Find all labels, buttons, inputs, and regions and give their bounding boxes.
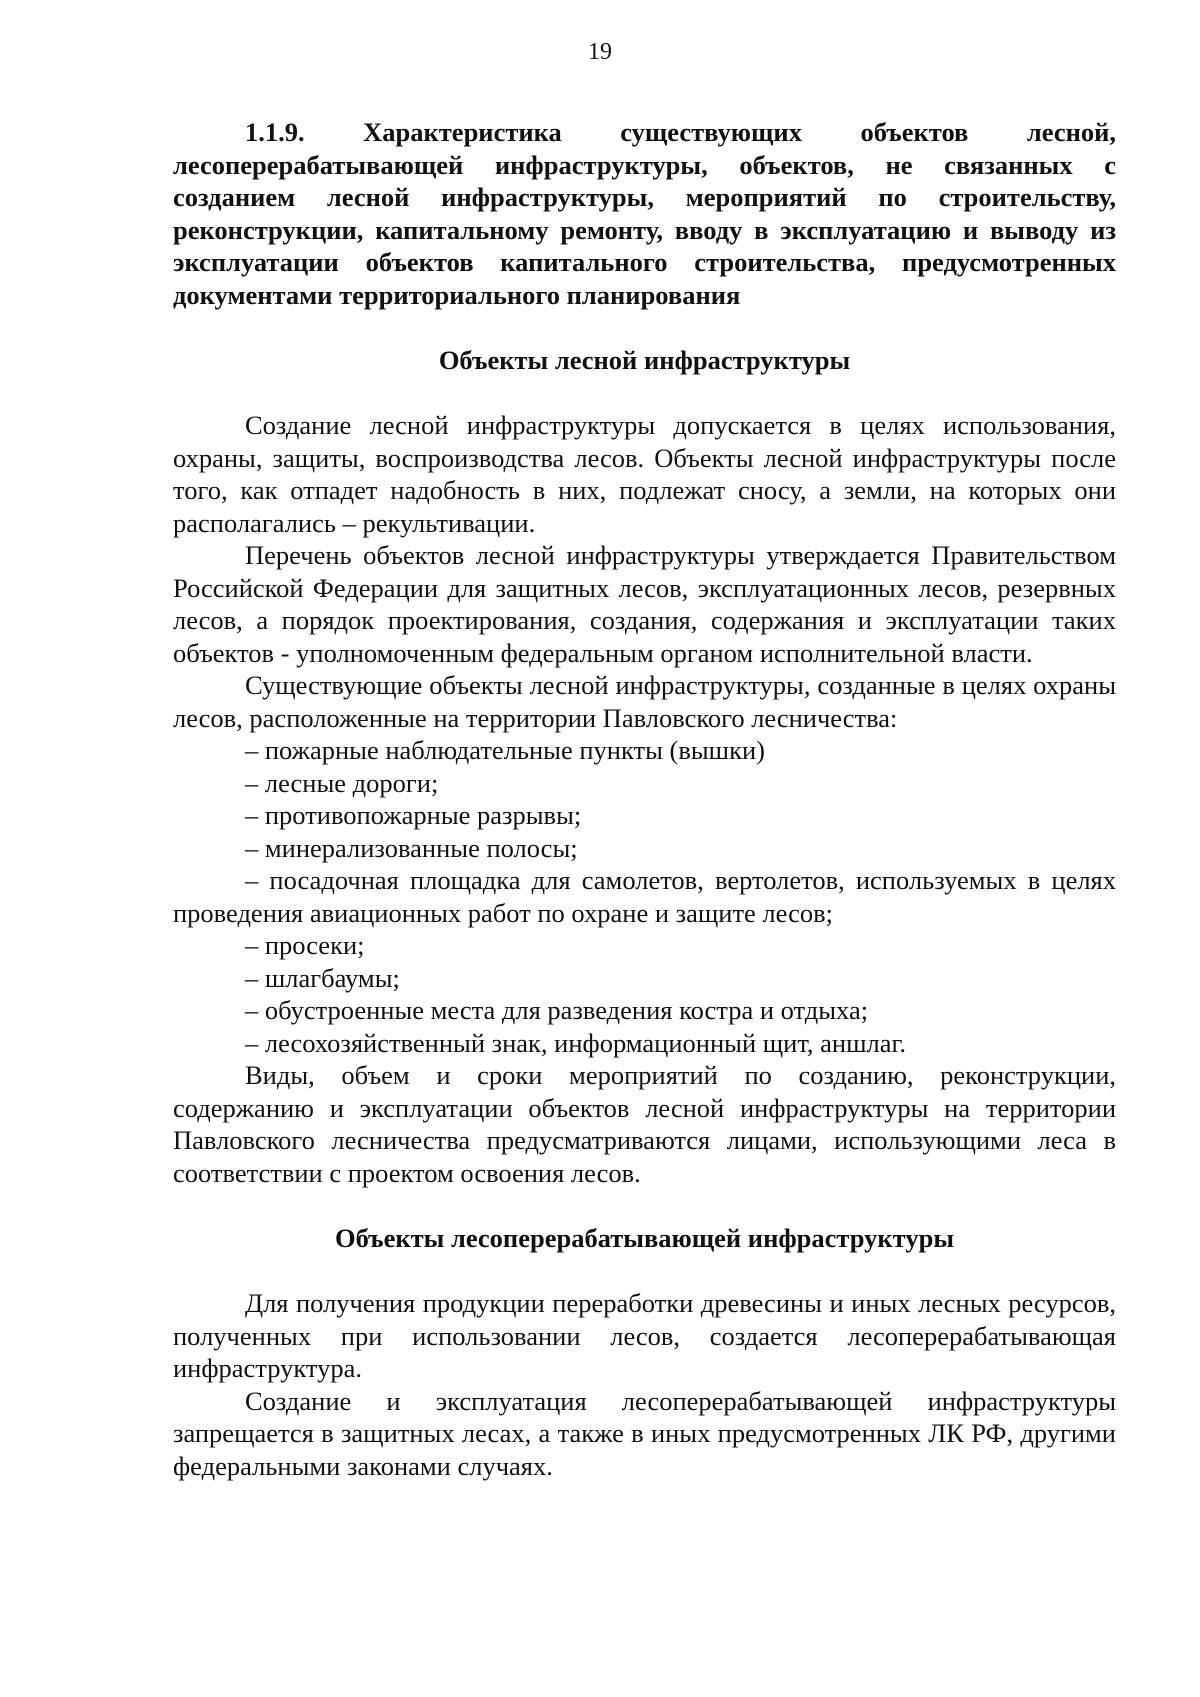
document-body: [173, 116, 1116, 1482]
list-item: – шлагбаумы;: [245, 962, 400, 993]
subheading-processing-infrastructure: Объекты лесоперерабатывающей инфраструктуры: [334, 1223, 955, 1253]
paragraph-activities: Виды, объем и сроки мероприятий по созданию, реконструкции, содержанию и эксплуатации объектов лесной инфраструктуры на территории Павловского лесничества предусматриваются лицами, использующими леса в соответствии с проектом освоения лесов.: [173, 1060, 1116, 1188]
paragraph-list-approval: Перечень объектов лесной инфраструктуры утверждается Правительством Российской Федерации для защитных лесов, эксплуатационных лесов, резервных лесов, а порядок проектирования, создания, содержания и эксплуатации таких объектов - уполномоченным федеральным органом исполнительной власти.: [173, 540, 1116, 668]
list-item: – посадочная площадка для самолетов, вертолетов, используемых в целях проведения авиационных работ по охране и защите лесов;: [173, 865, 1116, 928]
list-item: – лесохозяйственный знак, информационный щит, аншлаг.: [245, 1027, 907, 1058]
list-item: – пожарные наблюдательные пункты (вышки): [245, 735, 765, 765]
paragraph-creation: Создание лесной инфраструктуры допускается в целях использования, охраны, защиты, воспроизводства лесов. Объекты лесной инфраструктуры после того, как отпадет надобность в них, подлежат сносу, а земли, на которых они располагались – рекультивации.: [173, 410, 1116, 538]
paragraph-existing-objects: Существующие объекты лесной инфраструктуры, созданные в целях охраны лесов, расположенные на территории Павловского лесничества:: [173, 670, 1116, 733]
list-item: – лесные дороги;: [245, 767, 439, 798]
list-item: – просеки;: [245, 930, 365, 960]
list-item: – обустроенные места для разведения костра и отдыха;: [245, 995, 869, 1025]
list-item: – минерализованные полосы;: [245, 832, 578, 863]
infrastructure-list: [173, 734, 1116, 1059]
paragraph-processing-purpose: Для получения продукции переработки древесины и иных лесных ресурсов, полученных при использовании лесов, создается лесоперерабатывающая инфраструктура.: [173, 1288, 1116, 1383]
section-heading-number: 1.1.9.: [245, 117, 305, 147]
section-heading: [173, 116, 1116, 311]
subheading-forest-infrastructure: Объекты лесной инфраструктуры: [438, 345, 851, 375]
list-item: – противопожарные разрывы;: [245, 800, 582, 830]
paragraph-processing-restrictions: Создание и эксплуатация лесоперерабатывающей инфраструктуры запрещается в защитных лесах, а также в иных предусмотренных ЛК РФ, другими федеральными законами случаях.: [173, 1385, 1116, 1481]
section-heading-text: Характеристика существующих объектов лесной, лесоперерабатывающей инфраструктуры, объектов, не связанных с созданием лесной инфраструктуры, мероприятий по строительству, реконструкции, капитальному ремонту, вводу в эксплуатацию и выводу из эксплуатации объектов капитального строительства, предусмотренных документами территориального планирования: [173, 117, 1116, 310]
page-number: 19: [588, 39, 612, 65]
